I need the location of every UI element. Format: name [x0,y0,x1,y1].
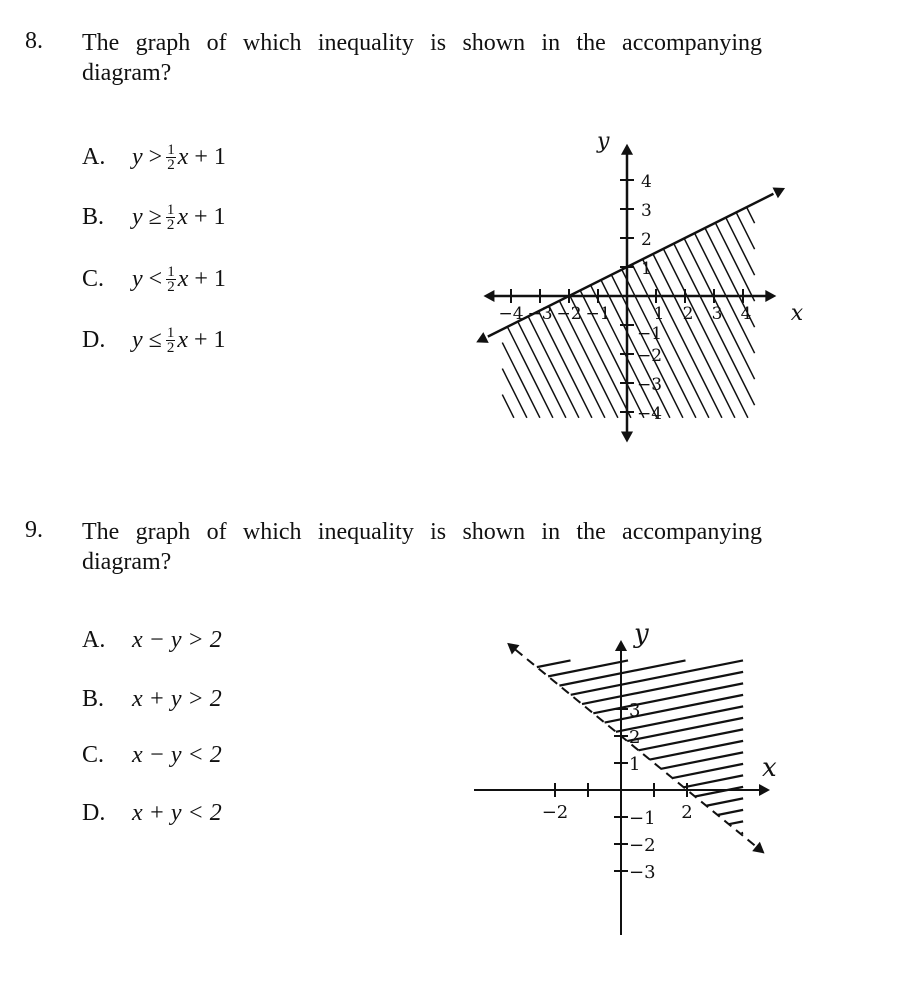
x-tick-label: −2 [556,304,582,324]
hatch-line [718,810,744,815]
question-8-text-line1: The graph of which inequality is shown in the accompanying [82,30,762,56]
x-tick-label: 3 [711,304,723,324]
expr-lhs: y [132,203,143,230]
y-tick-label: −2 [629,835,656,856]
x-tick-label: −4 [498,304,524,324]
y-axis-arrow-up-icon [615,640,627,651]
fraction-numerator: 1 [167,263,175,280]
question-8-number: 8. [25,28,43,54]
choice-expression: x − y > 2 [132,626,222,653]
x-axis-arrow-right-icon [759,784,770,796]
hatch-line [684,775,743,787]
y-tick-label: 3 [641,201,652,221]
expr-operator: ≤ [148,326,162,353]
choice-letter: C. [82,265,105,292]
y-tick-label: 1 [641,259,652,279]
y-tick-label: −1 [637,324,663,344]
fraction-denominator: 2 [166,216,175,233]
expr-variable: x [177,326,188,353]
expr-tail: + 1 [193,203,226,230]
x-axis-label: x [762,753,777,783]
expr-lhs: y [132,326,143,353]
hatch-line [627,718,743,741]
choice-letter: D. [82,326,106,353]
question-9-text-line1: The graph of which inequality is shown in the accompanying [82,519,762,545]
y-tick-label: −3 [637,375,663,395]
fraction-denominator: 2 [166,339,175,356]
y-tick-label: −2 [637,346,663,366]
hatch-line [537,660,571,667]
question-8-text-line2: diagram? [82,60,172,86]
choice-expression: x − y < 2 [132,741,222,768]
y-axis-label: y [634,619,649,649]
choice-letter: A. [82,626,106,653]
hatch-line [672,764,743,778]
x-tick-label: −2 [541,802,569,823]
choice-letter: B. [82,685,105,712]
fraction-numerator: 1 [166,324,175,341]
x-tick-label: −3 [527,304,553,324]
fraction-denominator: 2 [167,156,175,173]
y-tick-label: 3 [629,700,641,721]
expr-tail: + 1 [194,265,226,292]
expr-lhs: y [132,265,143,292]
y-tick-label: −1 [629,808,656,829]
expr-operator: ≥ [148,203,162,230]
choice-expression: x + y > 2 [132,685,222,712]
hatch-line [706,798,743,805]
expr-lhs: y [132,143,143,170]
x-tick-label: 4 [740,304,752,324]
x-tick-label: −1 [585,304,611,324]
expr-variable: x [177,203,188,230]
boundary-arrow-right-icon [752,842,764,854]
x-tick-label: 2 [682,304,694,324]
expr-variable: x [177,265,189,292]
hatch-line [559,660,685,685]
x-tick-label: 1 [653,304,665,324]
expr-variable: x [177,143,189,170]
y-tick-label: 2 [629,727,641,748]
hatch-line [650,741,743,760]
fraction-denominator: 2 [167,278,175,295]
expr-tail: + 1 [193,326,226,353]
question-9-text-line2: diagram? [82,549,172,575]
expr-tail: + 1 [194,143,226,170]
x-tick-label: 2 [681,802,693,823]
expr-operator: > [148,143,163,170]
y-tick-label: −3 [629,862,656,883]
choice-letter: C. [82,741,105,768]
choice-expression: x + y < 2 [132,799,222,826]
question-9-number: 9. [25,517,43,543]
y-tick-label: −4 [637,404,663,424]
y-tick-label: 2 [641,230,652,250]
choice-letter: D. [82,799,106,826]
choice-letter: B. [82,203,105,230]
hatch-line [695,787,743,797]
fraction-numerator: 1 [166,201,175,218]
y-tick-label: 4 [641,172,652,192]
expr-operator: < [148,265,163,292]
y-axis-label: y [597,129,610,155]
boundary-arrow-left-icon [507,643,519,655]
y-tick-label: 1 [629,754,641,775]
hatch-line [729,821,743,824]
x-axis-label: x [790,301,804,326]
choice-letter: A. [82,143,106,170]
fraction-numerator: 1 [167,141,175,158]
hatch-line [638,729,743,750]
